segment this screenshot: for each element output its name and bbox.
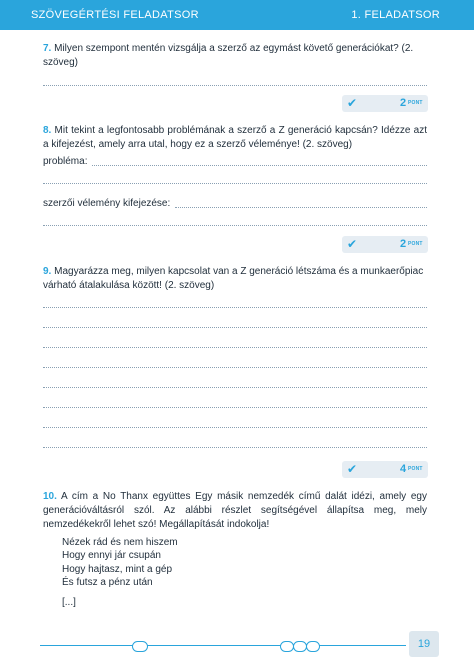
excerpt-ellipsis: [...] xyxy=(62,597,76,608)
question-number: 7. xyxy=(43,43,52,54)
footer-ornament xyxy=(306,641,320,652)
question-7 xyxy=(43,42,427,70)
footer-ornament xyxy=(280,641,294,652)
question-text: Mit tekint a legfontosabb problémának a szerző a Z generáció kapcsán? Idézze azt a kifejezést, amely arra utal, hogy ez a szerző véleménye! (2. szöveg) xyxy=(43,125,427,150)
answer-line[interactable] xyxy=(43,387,427,388)
answer-line[interactable] xyxy=(43,225,427,226)
page-number: 19 xyxy=(409,631,439,657)
question-number: 8. xyxy=(43,125,52,136)
points-unit: PONT xyxy=(408,241,423,247)
answer-line[interactable] xyxy=(43,347,427,348)
points-value: 2 xyxy=(400,238,407,250)
question-text: Milyen szempont mentén vizsgálja a szerző az egymást követő generációkat? (2. szöveg) xyxy=(43,43,414,68)
footer-ornament xyxy=(132,641,148,652)
page-header xyxy=(0,0,474,30)
check-icon: ✔ xyxy=(347,237,358,251)
answer-line[interactable] xyxy=(43,183,427,184)
page-footer xyxy=(0,636,474,656)
header-section: 1. FELADATSOR xyxy=(351,9,440,21)
question-number: 9. xyxy=(43,266,52,277)
problem-label: probléma: xyxy=(43,156,88,167)
answer-line[interactable] xyxy=(43,367,427,368)
answer-line[interactable] xyxy=(43,427,427,428)
question-10 xyxy=(43,490,427,532)
opinion-label: szerzői vélemény kifejezése: xyxy=(43,198,171,209)
question-text: A cím a No Thanx együttes Egy másik nemzedék című dalát idézi, amely egy generációváltásról szól. Az alábbi részlet segítségével állapítsa meg, mely nemzedékekről lehet szó! Megállapítását indokolja! xyxy=(43,491,427,530)
points-unit: PONT xyxy=(408,466,423,472)
check-icon: ✔ xyxy=(347,462,358,476)
footer-rule xyxy=(40,645,406,646)
score-box-9 xyxy=(342,461,428,478)
poem-line: És futsz a pénz után xyxy=(62,577,153,589)
question-text: Magyarázza meg, milyen kapcsolat van a Z generáció létszáma és a munkaerőpiac várható átalakulása között! (2. szöveg) xyxy=(43,266,424,291)
points-unit: PONT xyxy=(408,100,423,106)
opinion-answer-line[interactable] xyxy=(175,207,427,208)
header-title: SZÖVEGÉRTÉSI FELADATSOR xyxy=(31,9,199,21)
answer-line[interactable] xyxy=(43,447,427,448)
score-box-7 xyxy=(342,95,428,112)
answer-line[interactable] xyxy=(43,307,427,308)
problem-answer-line[interactable] xyxy=(92,165,427,166)
poem-line: Hogy hajtasz, mint a gép xyxy=(62,563,173,575)
poem-line: Hogy ennyi jár csupán xyxy=(62,550,161,562)
footer-ornament xyxy=(293,641,307,652)
points-value: 2 xyxy=(400,97,407,109)
points-value: 4 xyxy=(400,463,407,475)
poem-line: Nézek rád és nem hiszem xyxy=(62,537,178,548)
answer-line[interactable] xyxy=(43,327,427,328)
check-icon: ✔ xyxy=(347,96,358,110)
question-9 xyxy=(43,265,427,293)
score-box-8 xyxy=(342,236,428,253)
question-8 xyxy=(43,124,427,152)
question-number: 10. xyxy=(43,491,57,502)
song-excerpt xyxy=(62,536,178,590)
answer-line[interactable] xyxy=(43,85,427,86)
answer-line[interactable] xyxy=(43,407,427,408)
